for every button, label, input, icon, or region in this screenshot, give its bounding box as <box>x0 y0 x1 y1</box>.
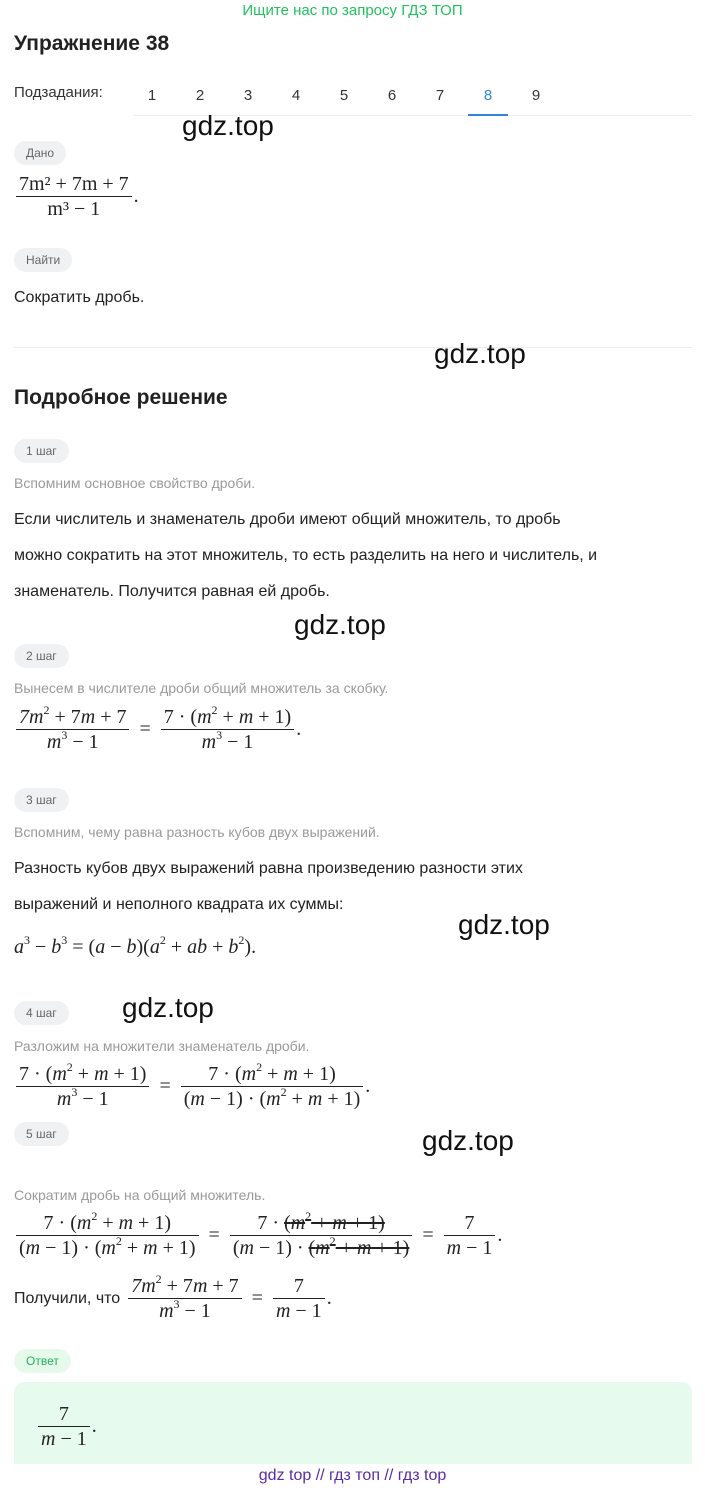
subtask-tab-2[interactable]: 2 <box>195 87 205 104</box>
subtask-tab-7[interactable]: 7 <box>435 87 445 104</box>
active-tab-indicator <box>468 114 508 116</box>
section-divider <box>14 347 692 348</box>
step-2-hint: Вынесем в числителе дроби общий множитель за скобку. <box>14 680 389 696</box>
given-badge: Дано <box>14 141 66 165</box>
step-5-badge: 5 шаг <box>14 1122 69 1146</box>
given-denominator: m³ − 1 <box>47 198 101 220</box>
step-4-equation: $\frac{7 \cdot (m^2 + m + 1)}{m^3 - 1}$ = $\frac{7 \cdot (m^2 + m + 1)}{(m - 1) \cdot (m^2 + m + 1)}$ . <box>14 1062 370 1111</box>
given-numerator: 7m² + 7m + 7 <box>19 173 129 195</box>
result-prefix: Получили, что <box>14 1289 121 1307</box>
answer-badge: Ответ <box>14 1349 71 1373</box>
watermark: gdz.top <box>122 992 214 1023</box>
watermark: gdz.top <box>434 338 526 369</box>
step-3-hint: Вспомним, чему равна разность кубов двух выражений. <box>14 824 380 840</box>
watermark: gdz.top <box>458 909 550 940</box>
step-3-badge: 3 шаг <box>14 788 69 812</box>
step-5-hint: Сократим дробь на общий множитель. <box>14 1187 266 1203</box>
subtask-tab-1[interactable]: 1 <box>147 87 157 104</box>
subtask-tab-4[interactable]: 4 <box>291 87 301 104</box>
footer-links[interactable]: gdz top // гдз топ // гдз top <box>258 1467 447 1484</box>
step-5-equation: $\frac{7 \cdot (m^2 + m + 1)}{(m - 1) \cdot (m^2 + m + 1)}$ = $\frac{7 \cdot (m^2 + m + 1)}{(m - 1) \cdot (m^2 + m + 1)}$ = $\frac{7}{m - 1}$ . <box>14 1211 502 1260</box>
subtasks-label: Подзадания: <box>14 84 103 101</box>
subtask-tab-5[interactable]: 5 <box>339 87 349 104</box>
step-2-badge: 2 шаг <box>14 644 69 668</box>
search-banner[interactable]: Ищите нас по запросу ГДЗ ТОП <box>242 2 463 19</box>
given-fraction: $\frac{\text{7m² + 7m + 7}}{\text{m³ − 1}}$ . <box>14 172 139 221</box>
subtask-tab-3[interactable]: 3 <box>243 87 253 104</box>
step-1-badge: 1 шаг <box>14 439 69 463</box>
result-line: Получили, что $\frac{7m^2 + 7m + 7}{m^3 - 1}$ = $\frac{7}{m - 1}$ . <box>14 1272 332 1322</box>
find-text: Сократить дробь. <box>14 289 145 306</box>
step-1-hint: Вспомним основное свойство дроби. <box>14 475 256 491</box>
subtask-tab-6[interactable]: 6 <box>387 87 397 104</box>
watermark: gdz.top <box>294 609 386 640</box>
watermark: gdz.top <box>422 1125 514 1156</box>
step-4-badge: 4 шаг <box>14 1001 69 1025</box>
solution-title: Подробное решение <box>14 386 228 409</box>
step-3-line-1: Разность кубов двух выражений равна произведению разности этих <box>14 860 523 877</box>
step-1-line-1: Если числитель и знаменатель дроби имеют общий множитель, то дробь <box>14 511 561 528</box>
answer-fraction: $\frac{7}{m - 1}$ . <box>36 1402 97 1451</box>
step-3-line-2: выражений и неполного квадрата их суммы: <box>14 896 344 913</box>
answer-box <box>14 1382 692 1464</box>
step-2-equation: $\frac{7m^2 + 7m + 7}{m^3 - 1}$ = $\frac{7 \cdot (m^2 + m + 1)}{m^3 - 1}$ . <box>14 705 301 754</box>
subtask-tab-9[interactable]: 9 <box>531 87 541 104</box>
step-1-line-3: знаменатель. Получится равная ей дробь. <box>14 583 330 600</box>
subtask-tab-8[interactable]: 8 <box>483 87 493 104</box>
watermark: gdz.top <box>182 110 274 141</box>
cube-difference-formula: $a^3 - b^3 = (a - b)(a^2$ + ab + $b^2$). <box>14 933 257 958</box>
find-badge: Найти <box>14 248 72 272</box>
step-1-line-2: можно сократить на этот множитель, то есть разделить на него и числитель, и <box>14 547 598 564</box>
page-title: Упражнение 38 <box>14 32 170 55</box>
step-4-hint: Разложим на множители знаменатель дроби. <box>14 1038 310 1054</box>
